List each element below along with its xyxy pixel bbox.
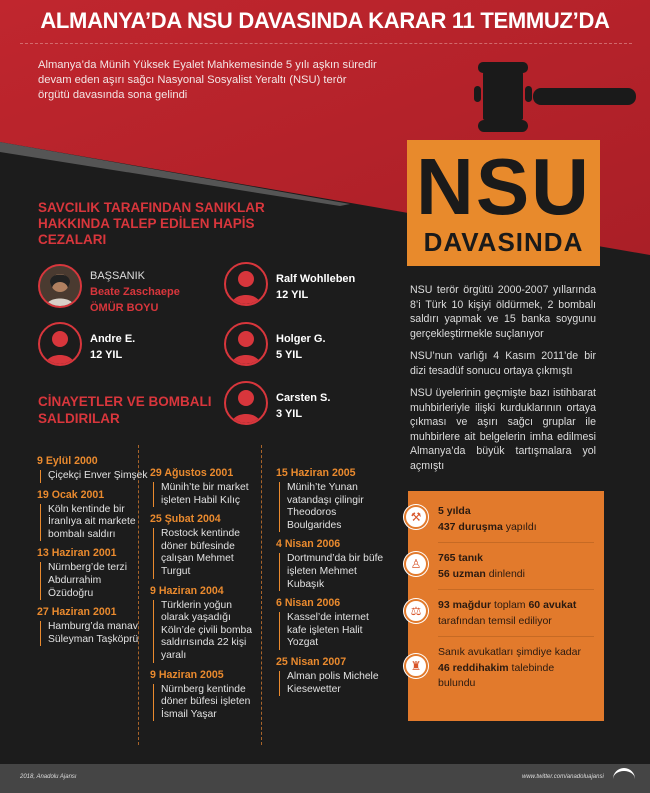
event-date: 15 Haziran 2005 [276,467,356,479]
scales-icon: ⚖ [404,599,428,623]
timeline-heading: CİNAYETLER VE BOMBALI SALDIRILAR [38,394,212,426]
event-text: Kassel’de internet kafe işleten Halit Yozgat [279,612,388,650]
stat-recusals: Sanık avukatları şimdiye kadar 46 reddihakim talebinde bulundu [438,646,581,689]
event-text: Münih’te Yunan vatandaşı çilingir Theodoros Boulgarides [279,482,388,532]
copyright: 2018, Anadolu Ajansı [20,774,77,780]
person-icon [38,322,82,366]
timeline-column-1 [37,455,149,652]
defendant-sentence: ÖMÜR BOYU [90,302,159,314]
main-defendant [90,268,180,316]
stat-hearings-row [410,501,594,543]
event-text: Nürnberg’de terzi Abdurrahim Özüdoğru [40,562,149,600]
witness-stand-icon: ♙ [404,552,428,576]
page-title: ALMANYA’DA NSU DAVASINDA KARAR 11 TEMMUZ’DA [40,8,610,33]
defendant-andre: Andre E. 12 YIL [90,333,136,361]
fact-paragraph: NSU üyelerinin geçmişte bazı istihbarat muhbirleriyle ilişki kurduklarının ortaya çıkması ve aşırı sağcı gruplar ile muhbirlere ait belgelerin imha edilmesi Almanya’da büyük tartışmalara yol açmıştı [410,387,596,472]
twitter-link[interactable]: www.twitter.com/anadoluajansi [522,774,604,780]
event-date: 27 Haziran 2001 [37,606,117,619]
gavel-icon [475,62,650,152]
event-text: Köln kentinde bir İranlıya ait markete bombalı saldırı [40,504,149,542]
event-date: 6 Nisan 2006 [276,597,341,610]
fact-paragraph: NSU terör örgütü 2000-2007 yıllarında 8’i Türk 10 kişiyi öldürmek, 2 bombalı saldırı yapmak ve 15 banka soygunu gerçekleştirmekle suçlanıyor [410,284,596,340]
defendant-carsten: Carsten S. 3 YIL [276,392,331,420]
sentences-heading: SAVCILIK TARAFINDAN SANIKLAR HAKKINDA TALEP EDİLEN HAPİS CEZALARI [38,200,265,247]
timeline-column-2 [150,467,262,727]
lawyer-icon: ♜ [404,654,428,678]
facts-column [410,283,596,481]
defendant-ralf: Ralf Wohlleben 12 YIL [276,273,356,301]
person-icon [224,262,268,306]
stat-recusals-row [410,642,594,699]
event-date: 29 Ağustos 2001 [150,467,234,479]
title-divider [20,43,632,44]
defendant-name: Beate Zaschaepe [90,286,180,298]
event-text: Çiçekçi Enver Şimşek [40,470,149,483]
event-text: Münih’te bir market işleten Habil Kılıç [153,482,262,507]
event-date: 9 Eylül 2000 [37,455,98,467]
event-text: Nürnberg kentinde döner büfesi işleten İsmail Yaşar [153,684,262,722]
person-icon [224,322,268,366]
event-date: 4 Nisan 2006 [276,538,341,551]
defendant-holger: Holger G. 5 YIL [276,333,326,361]
event-text: Dortmund’da bir büfe işleten Mehmet Kubaşık [279,553,388,591]
aa-logo [613,768,635,790]
gavel-icon: ⚒ [404,505,428,529]
footer [0,764,650,793]
timeline-column-3 [276,467,388,702]
event-text: Hamburg’da manav Süleyman Taşköprü [40,621,149,646]
event-date: 13 Haziran 2001 [37,547,117,560]
stat-witnesses: 765 tanık 56 uzman dinlendi [438,552,525,580]
event-date: 25 Nisan 2007 [276,655,347,668]
stat-witnesses-row [410,548,594,590]
event-text: Rostock kentinde döner büfesinde çalışan Mehmet Turgut [153,528,262,578]
nsu-davasinda-badge [407,140,600,266]
event-date: 25 Şubat 2004 [150,513,221,526]
event-date: 9 Haziran 2004 [150,584,224,597]
stats-box [408,491,604,721]
event-text: Türklerin yoğun olarak yaşadığı Köln’de çivili bomba saldırısında 22 kişi yaralı [153,600,262,663]
beate-photo [38,264,82,308]
person-icon [224,381,268,425]
stat-hearings: 5 yılda 437 duruşma yapıldı [438,505,537,533]
fact-paragraph: NSU’nun varlığı 4 Kasım 2011’de bir dizi tesadüf sonucu ortaya çıkmıştı [410,350,596,377]
intro-text: Almanya’da Münih Yüksek Eyalet Mahkemesinde 5 yılı aşkın süredir devam eden aşırı sağcı Nasyonal Sosyalist Yeraltı (NSU) terör örgütü davasında sona gelindi [38,59,377,101]
badge-davasinda: DAVASINDA [423,227,584,257]
badge-nsu: NSU [416,142,591,231]
event-text: Alman polis Michele Kiesewetter [279,671,388,696]
event-date: 9 Haziran 2005 [150,668,224,681]
defendant-role: BAŞSANIK [90,270,146,282]
stat-victims-row [410,595,594,637]
portrait-icon [40,266,80,306]
event-date: 19 Ocak 2001 [37,488,105,501]
stat-victims: 93 mağdur toplam 60 avukat tarafından temsil ediliyor [438,599,577,627]
